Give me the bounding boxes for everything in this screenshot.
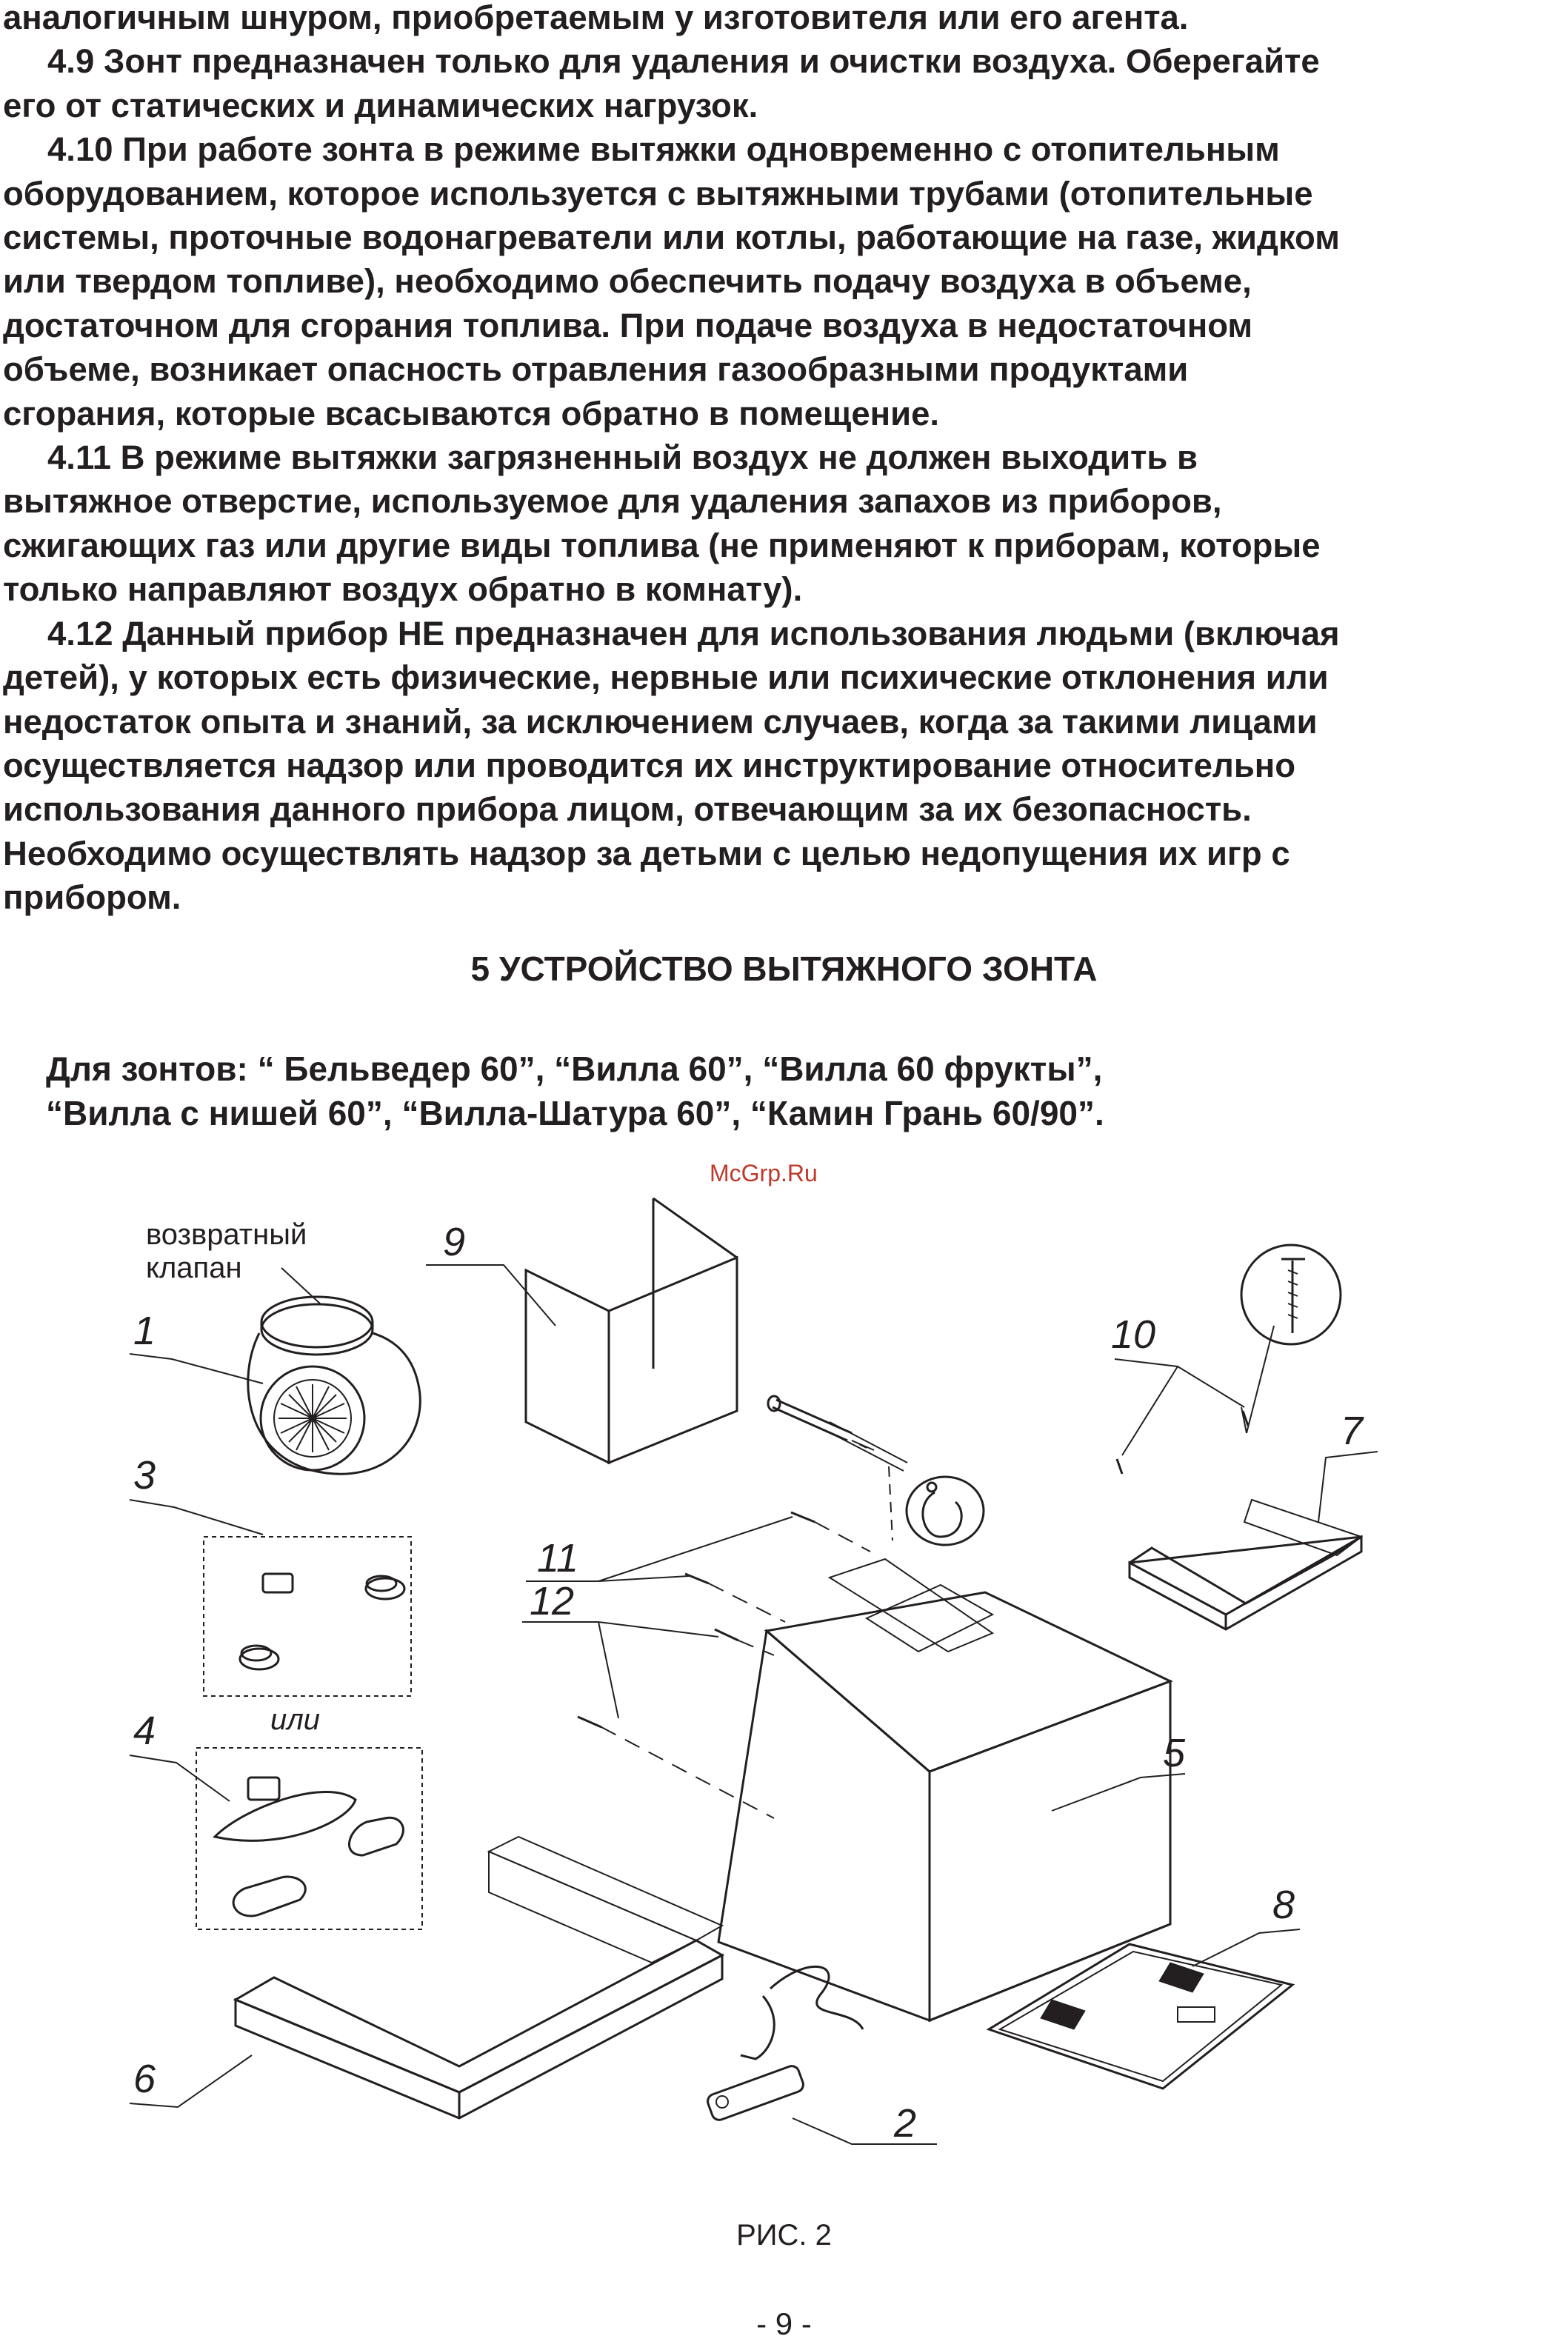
text-line: оборудованием, которое используется с вытяжными трубами (отопительные xyxy=(3,174,1313,213)
text-line: 4.12 Данный прибор НЕ предназначен для использования людьми (включая xyxy=(47,614,1340,652)
text-line: 4.9 Зонт предназначен только для удаления и очистки воздуха. Оберегайте xyxy=(47,42,1320,81)
text-line: вытяжное отверстие, используемое для удаления запахов из приборов, xyxy=(3,482,1222,521)
models-list xyxy=(46,1047,1104,1135)
text-line: прибором. xyxy=(3,878,181,917)
valve-label-line2: клапан xyxy=(146,1252,242,1284)
text-line: объеме, возникает опасность отравления газообразными продуктами xyxy=(3,350,1189,389)
or-label: или xyxy=(270,1703,321,1736)
page-number: - 9 - xyxy=(756,2306,812,2341)
frame-part-6 xyxy=(130,1837,722,2118)
text-line: осуществляется надзор или проводится их инструктирование относительно xyxy=(3,746,1296,784)
accessories-part-3 xyxy=(130,1453,411,1736)
text-line: только направляют воздух обратно в комнату). xyxy=(3,570,803,609)
text-line: недостаток опыта и знаний, за исключением случаев, когда за такими лицами xyxy=(3,702,1318,741)
callout-8: 8 xyxy=(1272,1883,1295,1927)
section-title: 5 УСТРОЙСТВО ВЫТЯЖНОГО ЗОНТА xyxy=(470,949,1098,988)
callout-5: 5 xyxy=(1163,1731,1186,1775)
text-line: использования данного прибора лицом, отвечающим за их безопасность. xyxy=(3,790,1252,829)
figure-caption: РИС. 2 xyxy=(736,2219,832,2251)
frame-part-7 xyxy=(1130,1409,1378,1629)
valve-label-line1: возвратный xyxy=(146,1218,307,1251)
anchor-bolt xyxy=(768,1396,984,1545)
text-line: его от статических и динамических нагрузок. xyxy=(3,86,758,124)
callout-12: 12 xyxy=(530,1579,575,1623)
text-line: сжигающих газ или другие виды топлива (не применяют к приборам, которые xyxy=(3,526,1321,564)
text-line: 4.11 В режиме вытяжки загрязненный воздух не должен выходить в xyxy=(47,438,1198,477)
casing-part-9 xyxy=(426,1198,737,1463)
text-line: Необходимо осуществлять надзор за детьми с целью недопущения их игр с xyxy=(3,834,1290,872)
watermark: McGrp.Ru xyxy=(710,1160,818,1186)
exploded-view-diagram xyxy=(0,1155,1568,2207)
models-line: Для зонтов: “ Бельведер 60”, “Вилла 60”, “Вилла 60 фрукты”, xyxy=(46,1049,1103,1088)
text-line: или твердом топливе), необходимо обеспечить подачу воздуха в объеме, xyxy=(3,262,1252,301)
motor-assembly xyxy=(130,1218,420,1474)
instructions-text xyxy=(3,0,1566,920)
callout-6: 6 xyxy=(133,2057,156,2101)
callout-7: 7 xyxy=(1341,1409,1364,1453)
text-line: сгорания, которые всасываются обратно в помещение. xyxy=(3,394,940,433)
callout-4: 4 xyxy=(133,1709,156,1753)
callout-2: 2 xyxy=(894,2101,917,2146)
text-line: достаточном для сгорания топлива. При подаче воздуха в недостаточном xyxy=(3,306,1253,344)
callout-1: 1 xyxy=(133,1309,156,1353)
accessories-part-4 xyxy=(130,1709,422,1929)
text-line: системы, проточные водонагреватели или котлы, работающие на газе, жидком xyxy=(3,218,1340,257)
text-line: 4.10 При работе зонта в режиме вытяжки одновременно с отопительным xyxy=(47,130,1280,169)
power-cord-part-2 xyxy=(706,1966,937,2146)
text-line: детей), у которых есть физические, нервные или психические отклонения или xyxy=(3,658,1329,697)
callout-3: 3 xyxy=(133,1453,156,1498)
fasteners-part-11-12 xyxy=(522,1512,870,1818)
text-line: аналогичным шнуром, приобретаемым у изготовителя или его агента. xyxy=(3,0,1189,36)
filter-part-8 xyxy=(989,1883,1300,2089)
callout-10: 10 xyxy=(1111,1312,1156,1357)
callout-11: 11 xyxy=(537,1536,579,1580)
models-line: “Вилла с нишей 60”, “Вилла-Шатура 60”, “Камин Грань 60/90”. xyxy=(46,1094,1104,1132)
callout-9: 9 xyxy=(443,1220,466,1264)
screws-part-10 xyxy=(1111,1245,1341,1474)
